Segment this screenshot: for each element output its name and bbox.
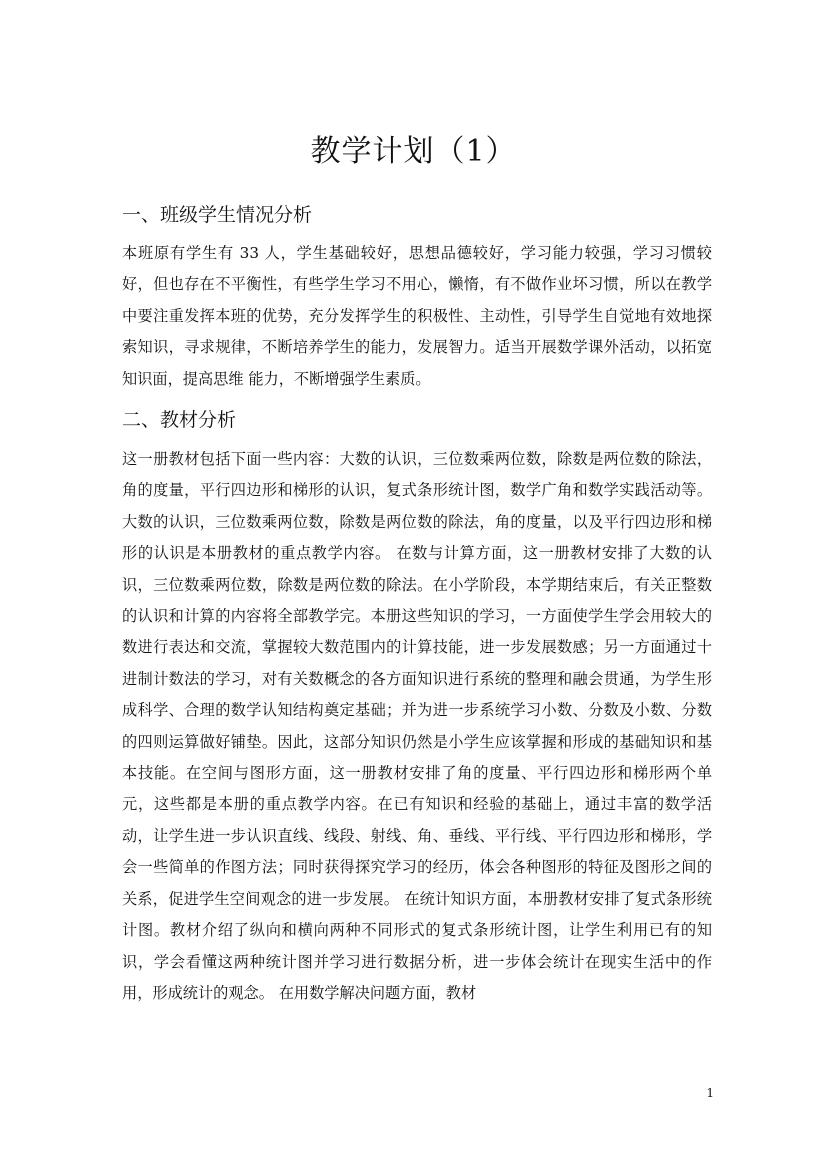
section-heading-textbook-analysis: 二、教材分析	[122, 409, 237, 431]
paragraph-class-analysis: 本班原有学生有 33 人，学生基础较好，思想品德较好，学习能力较强，学习习惯较好，但也存在不平衡性，有些学生学习不用心，懒惰，有不做作业坏习惯，所以在教学中要注重发挥本班的优势，充分发挥学生的积极性、主动性，引导学生自觉地有效地探索知识，寻求规律，不断培养学生的能力，发展智力。适当开展数学课外活动，以拓宽知识面，提高思维 能力，不断增强学生素质。	[122, 244, 712, 388]
paragraph-textbook-analysis: 这一册教材包括下面一些内容：大数的认识，三位数乘两位数，除数是两位数的除法，角的度量，平行四边形和梯形的认识，复式条形统计图，数学广角和数学实践活动等。大数的认识，三位数乘两位数，除数是两位数的除法，角的度量，以及平行四边形和梯形的认识是本册教材的重点教学内容。 在数与计算方面，这一册教材安排了大数的认识，三位数乘两位数，除数是两位数的除法。在小学阶段，本学期结束后，有关正整数的认识和计算的内容将全部教学完。本册这些知识的学习，一方面使学生学会用较大的数进行表达和交流，掌握较大数范围内的计算技能，进一步发展数感；另一方面通过十进制计数法的学习，对有关数概念的各方面知识进行系统的整理和融会贯通，为学生形成科学、合理的数学认知结构奠定基础；并为进一步系统学习小数、分数及小数、分数的四则运算做好铺垫。因此，这部分知识仍然是小学生应该掌握和形成的基础知识和基本技能。在空间与图形方面，这一册教材安排了角的度量、平行四边形和梯形两个单元，这些都是本册的重点教学内容。在已有知识和经验的基础上，通过丰富的数学活动，让学生进一步认识直线、线段、射线、角、垂线、平行线、平行四边形和梯形，学会一些简单的作图方法；同时获得探究学习的经历，体会各种图形的特征及图形之间的关系，促进学生空间观念的进一步发展。 在统计知识方面，本册教材安排了复式条形统计图。教材介绍了纵向和横向两种不同形式的复式条形统计图，让学生利用已有的知识，学会看懂这两种统计图并学习进行数据分析，进一步体会统计在现实生活中的作用，形成统计的观念。 在用数学解决问题方面，教材	[122, 450, 712, 1002]
section-heading-class-analysis: 一、班级学生情况分析	[122, 204, 313, 226]
page-title: 教学计划（1）	[310, 134, 517, 169]
page-number: 1	[706, 1086, 714, 1100]
